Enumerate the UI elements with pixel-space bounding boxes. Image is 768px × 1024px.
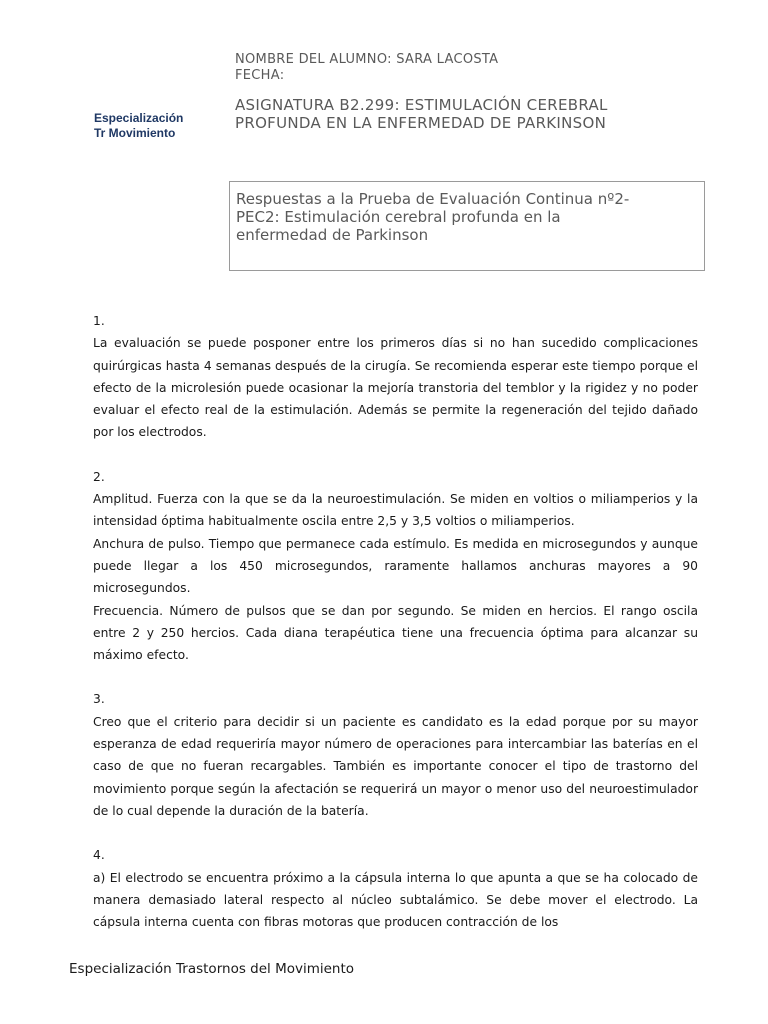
answer-2-frequency: Frecuencia. Número de pulsos que se dan por segundo. Se miden en hercios. El rango oscila entre 2 y 250 hercios. Cada diana terapéutica tiene una frecuencia óptima para alcanzar su máximo efecto. xyxy=(93,603,698,663)
side-label xyxy=(94,111,183,141)
answers-body xyxy=(93,310,698,933)
student-name: NOMBRE DEL ALUMNO: SARA LACOSTA xyxy=(235,52,499,67)
date-label: FECHA: xyxy=(235,68,285,83)
answer-3-number: 3. xyxy=(93,692,105,707)
pec-title-line2: PEC2: Estimulación cerebral profunda en la xyxy=(236,208,561,226)
pec-title-line3: enfermedad de Parkinson xyxy=(236,226,429,244)
answer-2-amplitude: Amplitud. Fuerza con la que se da la neuroestimulación. Se miden en voltios o miliamperios y la intensidad óptima habitualmente oscila entre 2,5 y 3,5 voltios o miliamperios. xyxy=(93,492,698,529)
pec-title-line1: Respuestas a la Prueba de Evaluación Continua nº2- xyxy=(236,190,630,208)
answer-2-number: 2. xyxy=(93,469,105,484)
subject-title xyxy=(235,96,715,132)
document-header xyxy=(235,52,715,132)
answer-4-text: a) El electrodo se encuentra próximo a la cápsula interna lo que apunta a que se ha colocado de manera demasiado lateral respecto al núcleo subtalámico. Se debe mover el electrodo. La cápsula interna cuenta con fibras motoras que producen contracción de los xyxy=(93,870,698,930)
answer-1-number: 1. xyxy=(93,314,105,328)
answer-1-text: La evaluación se puede posponer entre los primeros días si no han sucedido complicaciones quirúrgicas hasta 4 semanas después de la cirugía. Se recomienda esperar este tiempo porque el efecto de la microlesión puede ocasionar la mejoría transtoria del temblor y la rigidez y no poder evaluar el efecto real de la estimulación. Además se permite la regeneración del tejido dañado por los electrodos. xyxy=(93,336,698,440)
side-label-line1: Especialización xyxy=(94,111,184,125)
subject-title-line1: ASIGNATURA B2.299: ESTIMULACIÓN CEREBRAL xyxy=(235,96,608,114)
pec-title-box xyxy=(229,181,705,271)
page-footer: Especialización Trastornos del Movimiento xyxy=(69,961,355,977)
answer-4-number: 4. xyxy=(93,848,105,863)
subject-title-line2: PROFUNDA EN LA ENFERMEDAD DE PARKINSON xyxy=(235,114,607,132)
answer-2-pulse-width: Anchura de pulso. Tiempo que permanece cada estímulo. Es medida en microsegundos y aunque puede llegar a los 450 microsegundos, raramente hallamos anchuras mayores a 90 microsegundos. xyxy=(93,536,698,596)
side-label-line2: Tr Movimiento xyxy=(94,126,176,140)
answer-3-text: Creo que el criterio para decidir si un paciente es candidato es la edad porque por su mayor esperanza de edad requeriría mayor número de operaciones para intercambiar las baterías en el caso de que no fueran recargables. También es importante conocer el tipo de trastorno del movimiento porque según la afectación se requerirá un mayor o menor uso del neuroestimulador de lo cual depende la duración de la batería. xyxy=(93,714,698,818)
